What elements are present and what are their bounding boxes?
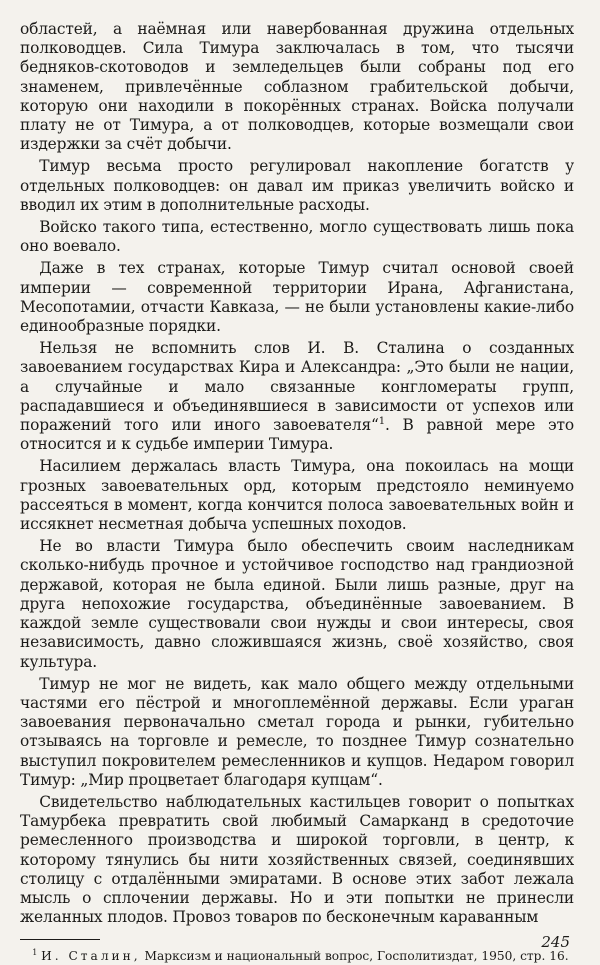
body-text — [20, 20, 574, 927]
footnote-text: Марксизм и национальный вопрос, Госполитиздат, 1950, стр. 16. — [140, 949, 569, 964]
paragraph: Тимур не мог не видеть, как мало общего между отдельными частями его пёстрой и многоплемённой державы. Если ураган завоевания первоначально сметал города и рынки, губительно отзываясь на торговле и ремесле, то позднее Тимур сознательно выступил покровителем ремесленников и купцов. Недаром говорил Тимур: „Мир процветает благодаря купцам“. — [20, 674, 574, 789]
footnote-divider — [20, 939, 100, 940]
footnote-marker: 1 — [32, 948, 38, 958]
quote-tail: . В равной мере это относится и к судьбе империи Тимура. — [20, 416, 574, 454]
paragraph: Свидетельство наблюдательных кастильцев говорит о попытках Тамурбека превратить свой любимый Самарканд в средоточие ремесленного производства и широкой торговли, в центр, к которому тянулись бы нити хозяйственных связей, соединявших столицу с отдалёнными эмиратами. В основе этих забот лежала мысль о сплочении державы. Но и эти попытки не принесли желанных плодов. Провоз товаров по бесконечным караванным — [20, 792, 574, 927]
footnote-author: И. Сталин, — [41, 949, 141, 964]
footnote — [20, 948, 574, 965]
paragraph: областей, а наёмная или навербованная дружина отдельных полководцев. Сила Тимура заключалась в том, что тысячи бедняков-скотоводов и земледельцев были собраны под его знаменем, привлечённые соблазном грабительской добычи, которую они находили в покорённых странах. Войска получали плату не от Тимура, а от полководцев, которые возмещали свои издержки за счёт добычи. — [20, 20, 574, 154]
paragraph: Насилием держалась власть Тимура, она покоилась на мощи грозных завоевательных орд, которым предстояло неминуемо рассеяться в момент, когда кончится полоса завоевательных войн и иссякнет несметная добыча успешных походов. — [20, 457, 574, 534]
paragraph: Даже в тех странах, которые Тимур считал основой своей империи — современной территории Ирана, Афганистана, Месопотамии, отчасти Кавказа, — не были установлены какие-либо единообразные порядки. — [20, 259, 574, 336]
footnote-ref[interactable]: 1 — [378, 415, 385, 427]
page-number: 245 — [541, 933, 570, 951]
paragraph: Войско такого типа, естественно, могло существовать лишь пока оно воевало. — [20, 218, 574, 256]
paragraph: Тимур весьма просто регулировал накопление богатств у отдельных полководцев: он давал им приказ увеличить войско и вводил их этим в дополнительные расходы. — [20, 157, 574, 214]
paragraph — [20, 339, 574, 454]
quote-text: Нельзя не вспомнить слов И. В. Сталина о созданных завоеванием государствах Кира и Александра: „Это были не нации, а случайные и мало связанные конгломераты групп, распадавшиеся и объединявшиеся в зависимости от успехов или поражений того или иного завоевателя“ — [20, 339, 574, 435]
paragraph: Не во власти Тимура было обеспечить своим наследникам сколько-нибудь прочное и устойчивое господство над грандиозной державой, которая не была единой. Были лишь разные, друг на друга непохожие государства, объединённые завоеванием. В каждой земле существовали свои нужды и свои интересы, своя независимость, давно сложившаяся жизнь, своё хозяйство, своя культура. — [20, 537, 574, 671]
